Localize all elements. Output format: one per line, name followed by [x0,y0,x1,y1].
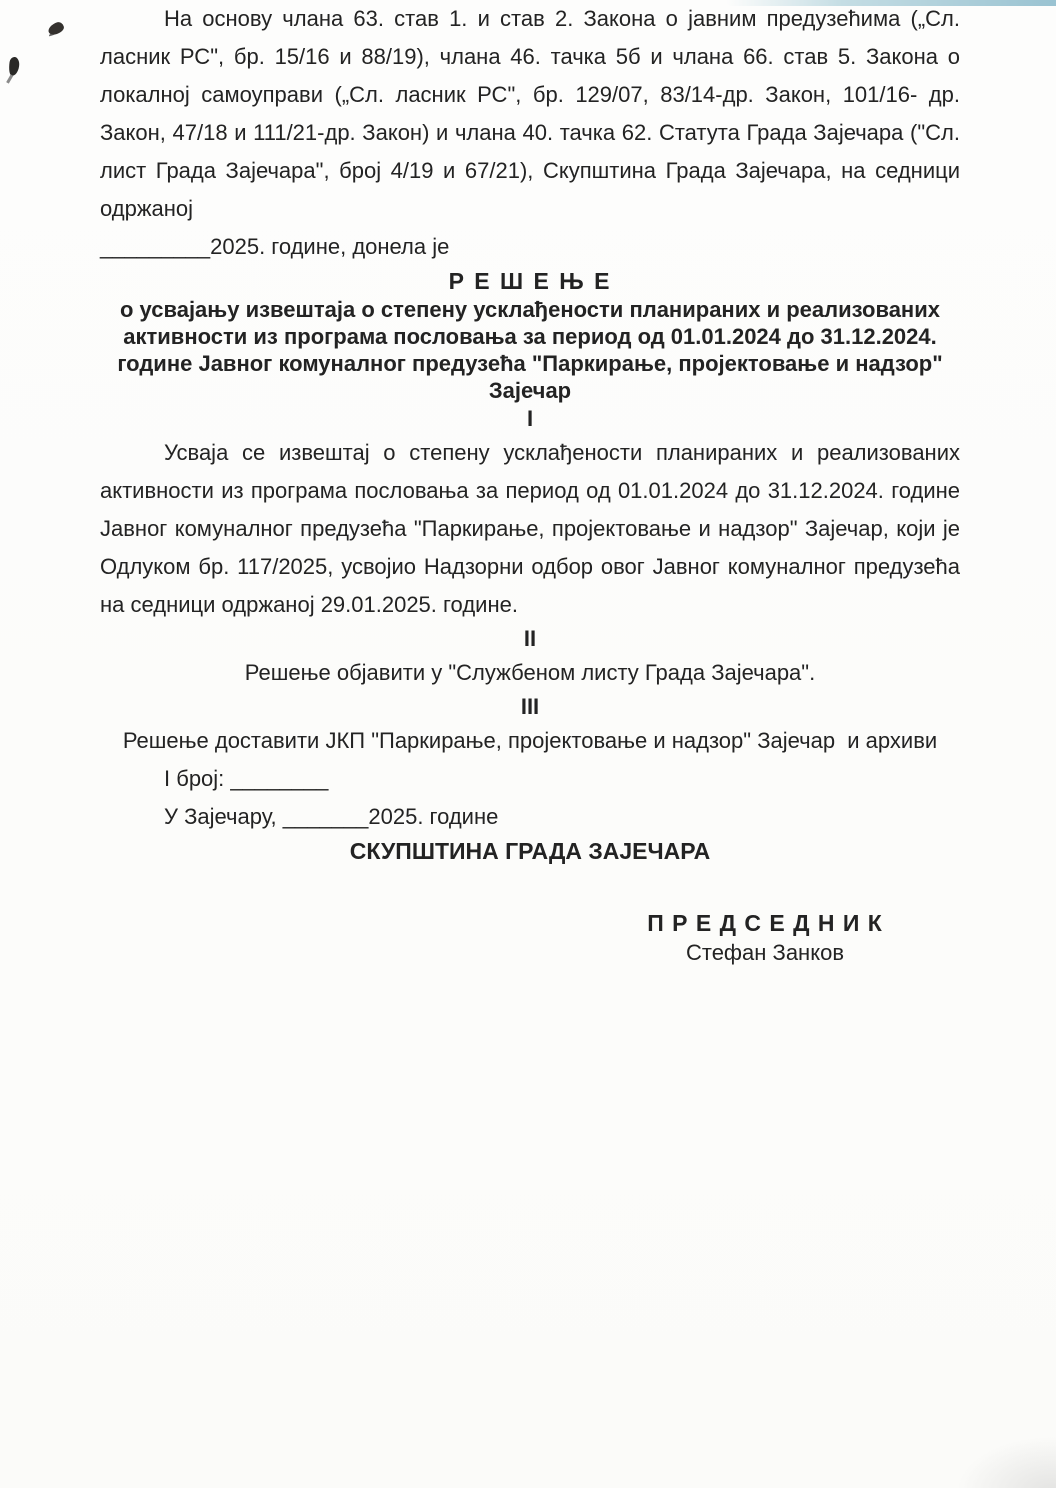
ink-speck-2 [8,56,21,76]
signature-role: П Р Е Д С Е Д Н И К [647,910,883,936]
section-numeral-2: II [523,626,537,651]
place-date-blank: _______ [282,804,369,829]
intro-tail-text: 2025. године, донела је [210,234,450,259]
assembly-title: СКУПШТИНА ГРАДА ЗАЈЕЧАРА [349,838,711,864]
case-number-label: I број: [164,766,231,791]
section-1-body: Усваја се извештај о степену усклађености планираних и реализованих активности из програма пословања за период од 01.01.2024 до 31.12.2024. године Јавног комуналног предузећа "Паркирање, пројектовање и надзор" Зајечар, који је Одлуком бр. 117/2025, усвојио Надзорни одбор овог Јавног комуналног предузећа на седници одржаној 29.01.2025. године. [100,440,960,617]
place-suffix: 2025. године [368,804,499,829]
place-prefix: У Зајечару, [164,804,283,829]
section-3-body: Решење доставити ЈКП "Паркирање, пројектовање и надзор" Зајечар и архиви [122,728,938,753]
signature-block [540,908,990,968]
case-number-line [100,760,960,798]
section-2-body: Решење објавити у "Службеном листу Града Зајечара". [244,660,816,685]
intro-paragraph [100,0,960,228]
intro-text: На основу члана 63. став 1. и став 2. Закона о јавним предузећима („Сл. ласник РС", бр. 15/16 и 88/19), члана 46. тачка 5б и члана 66. став 5. Закона о локалној самоуправи („Сл. ласник РС", бр. 129/07, 83/14-др. Закон, 101/16- др. Закон, 47/18 и 111/21-др. Закон) и члана 40. тачка 62. Статута Града Зајечара ("Сл. лист Града Зајечара", број 4/19 и 67/21), Скупштина Града Зајечара, на седници одржаној [100,6,960,221]
document-subtitle: о усвајању извештаја о степену усклађености планираних и реализованих активности из програма пословања за период од 01.01.2024 до 31.12.2024. године Јавног комуналног предузећа "Паркирање, пројектовање и надзор" Зајечар [117,297,943,403]
date-blank-line: _________ [100,234,211,259]
intro-continuation [100,228,960,266]
section-numeral-3: III [520,694,540,719]
document-title: Р Е Ш Е Њ Е [448,268,612,294]
section-numeral-1: I [526,406,534,431]
signature-name: Стефан Занков [685,940,845,965]
case-number-blank: ________ [230,766,329,791]
document-content [100,0,960,968]
scan-smudge-artifact [956,1436,1056,1488]
ink-speck-1 [47,21,66,36]
place-date-line [100,798,960,836]
